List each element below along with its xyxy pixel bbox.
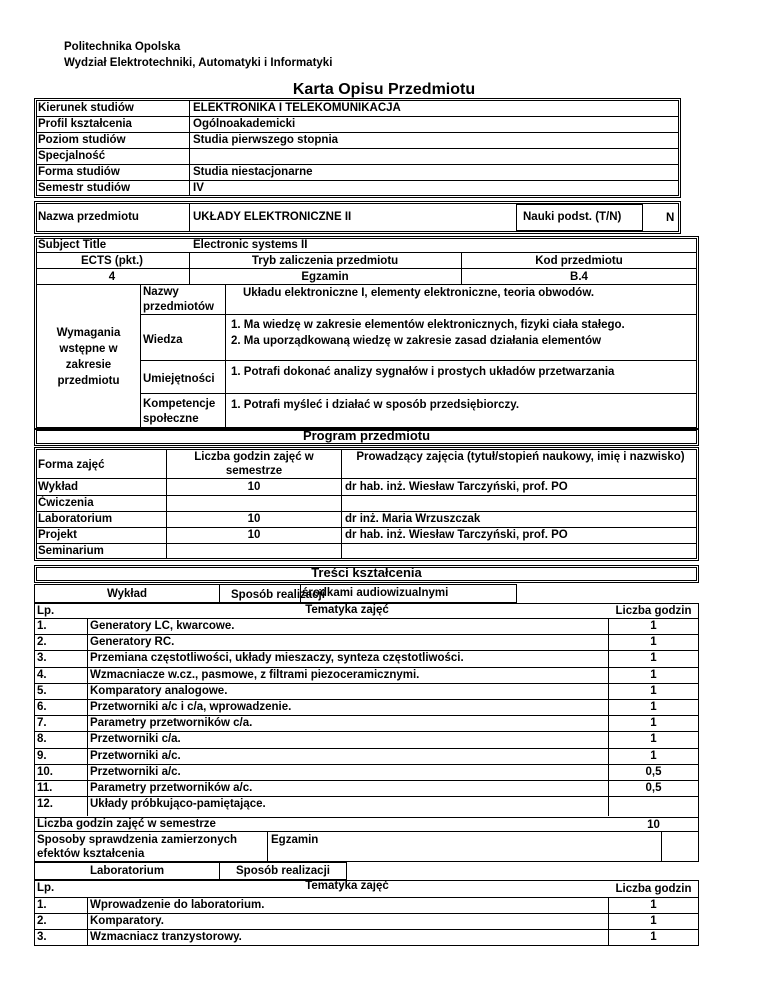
program-hours: 10 <box>247 529 261 541</box>
lecture-col-lp: Lp. <box>37 605 55 617</box>
skills-label: Umiejętności <box>143 373 215 385</box>
program-col-hours: Liczba godzin zajęć w semestrze <box>194 451 314 477</box>
program-col-form: Forma zajęć <box>38 459 105 471</box>
program-teacher: dr hab. inż. Wiesław Tarczyński, prof. PO <box>345 529 568 541</box>
subject-title-en: Electronic systems II <box>193 239 308 251</box>
lecture-hours: 1 <box>650 620 657 632</box>
assessment-mode-label: Tryb zaliczenia przedmiotu <box>251 255 399 267</box>
basic-sciences-value: N <box>666 212 675 224</box>
lecture-lp: 12. <box>37 798 53 811</box>
lecture-hours: 1 <box>650 636 657 649</box>
program-form: Ćwiczenia <box>38 497 94 509</box>
info-value: Studia pierwszego stopnia <box>193 134 339 146</box>
card-title: Karta Opisu Przedmiotu <box>292 81 476 98</box>
lecture-hours: 1 <box>650 668 657 681</box>
lecture-hours: 1 <box>650 749 657 762</box>
lab-hours: 1 <box>650 915 657 927</box>
lecture-topic: Przetworniki a/c. <box>90 765 181 778</box>
lecture-lp: 5. <box>37 684 47 697</box>
lecture-col-hours: Liczba godzin <box>615 605 692 617</box>
lecture-topic: Układy próbkująco-pamiętające. <box>90 798 266 811</box>
lab-lp: 2. <box>37 915 47 927</box>
lecture-topic: Parametry przetworników c/a. <box>90 717 253 730</box>
row-divider <box>37 148 678 149</box>
program-hours: 10 <box>247 513 261 525</box>
lab-col-topic: Tematyka zajęć <box>305 880 389 892</box>
program-teacher: dr inż. Maria Wrzuszczak <box>345 513 481 525</box>
lecture-lp: 7. <box>37 717 47 730</box>
lab-lp: 3. <box>37 931 47 943</box>
total-hours-label: Liczba godzin zajęć w semestrze <box>37 818 216 830</box>
knowledge-label: Wiedza <box>143 334 183 346</box>
lecture-lp: 2. <box>37 636 47 649</box>
lecture-lp: 11. <box>37 782 53 794</box>
prior-subjects-label-2: przedmiotów <box>143 301 214 313</box>
lecture-lp: 3. <box>37 652 47 665</box>
row-divider <box>37 164 678 165</box>
lab-hours: 1 <box>650 899 657 911</box>
program-form: Wykład <box>38 481 79 493</box>
info-value: IV <box>193 182 204 194</box>
lecture-topic: Przetworniki a/c i c/a, wprowadzenie. <box>90 701 292 713</box>
lecture-lp: 10. <box>37 765 53 778</box>
skills-item-1: 1. Potrafi dokonać analizy sygnałów i prostych układów przetwarzania <box>231 366 615 378</box>
lecture-topic: Komparatory analogowe. <box>90 684 228 697</box>
lab-hours: 1 <box>650 931 657 943</box>
program-col-teacher: Prowadzący zajęcia (tytuł/stopień naukowy, imię i nazwisko) <box>356 451 685 463</box>
info-label: Specjalność <box>38 150 106 162</box>
university-name: Politechnika Opolska <box>64 41 181 53</box>
lecture-hours: 1 <box>650 701 657 713</box>
lecture-topic: Generatory LC, kwarcowe. <box>90 620 235 632</box>
info-label: Forma studiów <box>38 166 120 178</box>
subject-name: UKŁADY ELEKTRONICZNE II <box>193 211 352 223</box>
lab-topic: Wprowadzenie do laboratorium. <box>90 899 265 911</box>
info-label: Kierunek studiów <box>38 102 134 114</box>
lab-lp: 1. <box>37 899 47 911</box>
competence-label-1: Kompetencje <box>143 398 216 410</box>
lecture-lp: 8. <box>37 733 47 746</box>
info-value: ELEKTRONIKA I TELEKOMUNIKACJA <box>193 102 401 114</box>
program-form: Projekt <box>38 529 77 541</box>
lecture-hours: 1 <box>650 717 657 730</box>
knowledge-item-1: 1. Ma wiedzę w zakresie elementów elektronicznych, fizyki ciała stałego. <box>231 319 625 331</box>
subject-title-label: Subject Title <box>38 239 107 251</box>
prior-subjects-label-1: Nazwy <box>143 286 179 298</box>
lab-label: Laboratorium <box>89 865 165 877</box>
program-teacher: dr hab. inż. Wiesław Tarczyński, prof. PO <box>345 481 568 493</box>
lecture-topic: Generatory RC. <box>90 636 175 649</box>
lecture-lp: 9. <box>37 749 47 762</box>
lecture-hours: 1 <box>650 684 657 697</box>
lecture-topic: Przetworniki c/a. <box>90 733 181 746</box>
lab-topic: Komparatory. <box>90 915 164 927</box>
lecture-topic: Parametry przetworników a/c. <box>90 782 253 794</box>
program-form: Seminarium <box>38 545 104 557</box>
lab-method-label: Sposób realizacji <box>236 865 330 877</box>
assessment-mode-value: Egzamin <box>301 271 349 283</box>
program-form: Laboratorium <box>38 513 113 525</box>
lecture-hours: 0,5 <box>645 782 662 794</box>
lecture-hours: 0,5 <box>645 765 662 778</box>
prior-subjects-value: Układu elektroniczne I, elementy elektroniczne, teoria obwodów. <box>243 287 595 299</box>
lecture-method-value: środkami audiowizualnymi <box>302 587 449 599</box>
program-hours: 10 <box>247 481 261 493</box>
lecture-topic: Przemiana częstotliwości, układy mieszaczy, synteza częstotliwości. <box>90 652 464 665</box>
total-hours-value: 10 <box>647 819 660 831</box>
lecture-label: Wykład <box>106 588 148 600</box>
info-label: Profil kształcenia <box>38 118 132 130</box>
verification-label-1: Sposoby sprawdzenia zamierzonych <box>37 834 238 846</box>
lecture-method-label: Sposób realizacji <box>231 589 325 601</box>
info-value: Ogólnoakademicki <box>193 118 296 130</box>
requirements-label: Wymagania wstępne w zakresie przedmiotu <box>56 327 121 387</box>
info-value: Studia niestacjonarne <box>193 166 313 178</box>
subject-code-value: B.4 <box>570 271 588 283</box>
info-label: Poziom studiów <box>38 134 126 146</box>
lecture-lp: 1. <box>37 620 47 632</box>
row-divider <box>37 116 678 117</box>
ects-label: ECTS (pkt.) <box>81 255 143 267</box>
row-divider <box>37 132 678 133</box>
competence-label-2: społeczne <box>143 413 199 425</box>
lab-col-hours: Liczba godzin <box>615 883 692 895</box>
knowledge-item-2: 2. Ma uporządkowaną wiedzę w zakresie zasad działania elementów <box>231 335 602 347</box>
subject-code-label: Kod przedmiotu <box>535 255 623 267</box>
content-title: Treści kształcenia <box>311 565 422 580</box>
lab-topic: Wzmacniacz tranzystorowy. <box>90 931 242 943</box>
row-divider <box>37 180 678 181</box>
lecture-col-topic: Tematyka zajęć <box>305 604 389 616</box>
verification-label-2: efektów kształcenia <box>37 848 145 860</box>
lecture-hours: 1 <box>650 733 657 746</box>
lecture-lp: 6. <box>37 701 47 713</box>
subject-name-label: Nazwa przedmiotu <box>38 211 139 223</box>
lecture-topic: Wzmacniacze w.cz., pasmowe, z filtrami piezoceramicznymi. <box>90 668 420 681</box>
lecture-hours: 1 <box>650 652 657 665</box>
info-label: Semestr studiów <box>38 182 131 194</box>
lab-col-lp: Lp. <box>37 882 55 894</box>
ects-value: 4 <box>108 271 116 283</box>
faculty-name: Wydział Elektrotechniki, Automatyki i Informatyki <box>64 57 333 69</box>
row-divider <box>37 495 696 496</box>
lecture-lp: 4. <box>37 668 47 681</box>
basic-sciences-label: Nauki podst. (T/N) <box>523 211 622 223</box>
program-title: Program przedmiotu <box>302 428 431 443</box>
lecture-topic: Przetworniki a/c. <box>90 749 181 762</box>
verification-value: Egzamin <box>271 834 319 846</box>
row-divider <box>37 543 696 544</box>
competence-item-1: 1. Potrafi myśleć i działać w sposób przedsiębiorczy. <box>231 399 520 411</box>
